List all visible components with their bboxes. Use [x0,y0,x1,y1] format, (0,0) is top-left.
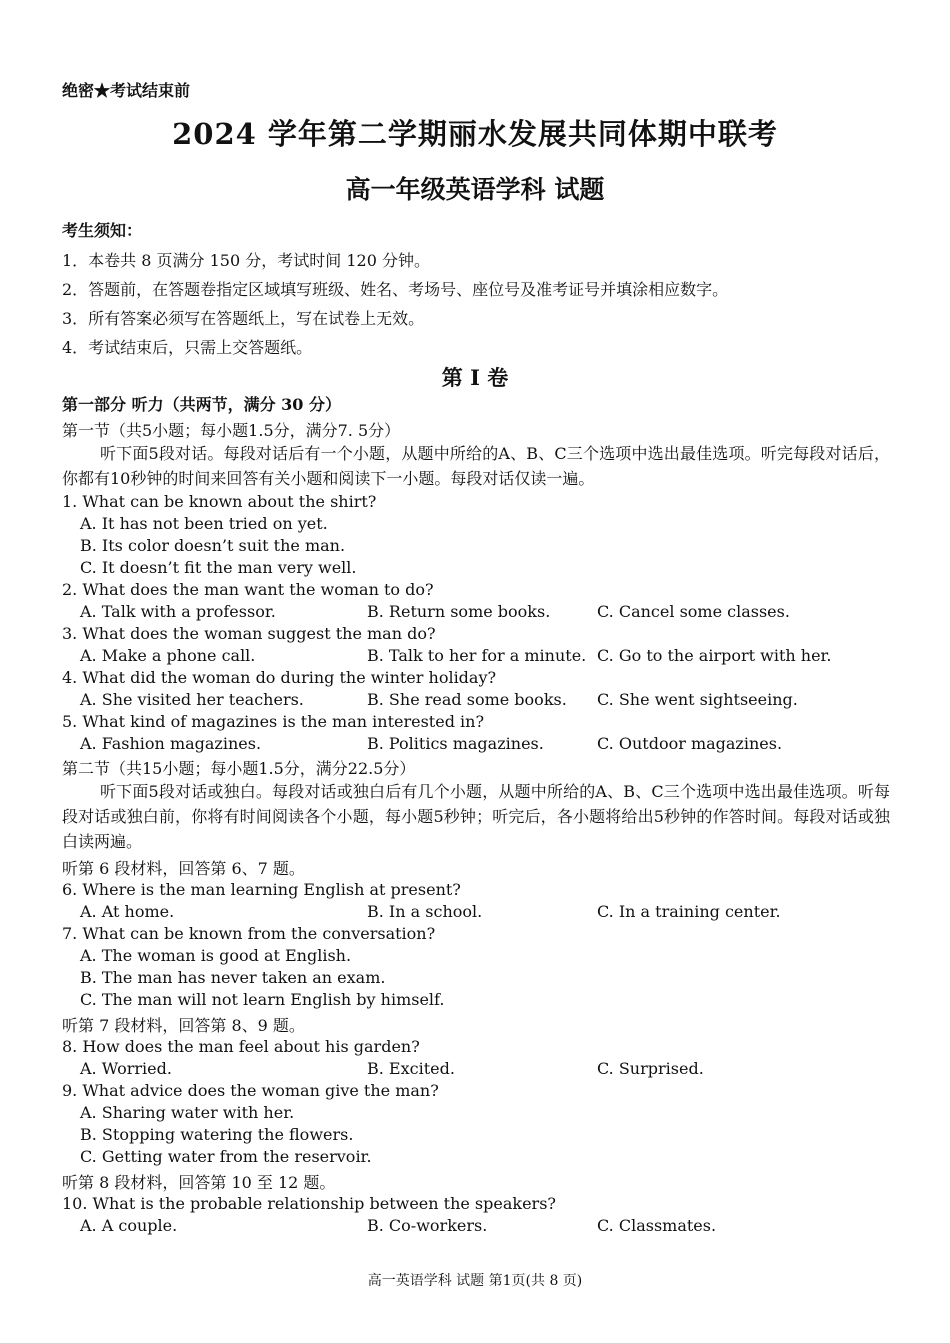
question: 8. How does the man feel about his garden? [62,1037,420,1056]
question: 10. What is the probable relationship between the speakers? [62,1194,556,1213]
notice-item: 3．所有答案必须写在答题纸上，写在试卷上无效。 [62,309,425,328]
section-instruction: 听下面5段对话或独白。每段对话或独白后有几个小题，从题中所给的A、B、C三个选项中选出最佳选项。听每段对话或独白前，你将有时间阅读各个小题，每小题5秒钟；听完后，各小题将给出5秒钟的作答时间。每段对话或独白读两遍。 [62,782,890,851]
option: A. At home. [80,902,175,921]
option: C. Getting water from the reservoir. [80,1147,372,1166]
option: B. The man has never taken an exam. [80,968,386,987]
option: A. Sharing water with her. [80,1103,295,1122]
question: 2. What does the man want the woman to do? [62,580,434,599]
question: 1. What can be known about the shirt? [62,492,377,511]
notice-item: 1．本卷共 8 页满分 150 分，考试时间 120 分钟。 [62,251,430,270]
option: B. Its color doesn’t suit the man. [80,536,346,555]
option: A. A couple. [80,1216,178,1235]
option: B. In a school. [367,902,483,921]
option: B. Excited. [367,1059,455,1078]
option: B. Stopping watering the flowers. [80,1125,354,1144]
option: B. Politics magazines. [367,734,544,753]
question: 3. What does the woman suggest the man do? [62,624,436,643]
option: A. She visited her teachers. [80,690,304,709]
option: C. The man will not learn English by himself. [80,990,445,1009]
question: 7. What can be known from the conversation? [62,924,436,943]
notice-item: 4．考试结束后，只需上交答题纸。 [62,338,313,357]
confidential-mark: 绝密★考试结束前 [62,81,191,100]
part-heading: 第一部分 听力（共两节，满分 30 分） [62,395,341,414]
exam-title: 2024 学年第二学期丽水发展共同体期中联考 [172,117,778,151]
option: C. In a training center. [597,902,781,921]
option: A. Make a phone call. [80,646,256,665]
option: C. Cancel some classes. [597,602,790,621]
option: B. Return some books. [367,602,551,621]
option: B. She read some books. [367,690,567,709]
exam-subtitle: 高一年级英语学科 试题 [345,175,605,204]
question: 6. Where is the man learning English at present? [62,880,461,899]
material-note: 听第 8 段材料，回答第 10 至 12 题。 [62,1173,336,1192]
question: 4. What did the woman do during the winter holiday? [62,668,497,687]
question: 9. What advice does the woman give the man? [62,1081,439,1100]
section-heading: 第二节（共15小题；每小题1.5分，满分22.5分） [62,759,416,778]
section-heading: 第一节（共5小题；每小题1.5分，满分7. 5分） [62,421,401,440]
material-note: 听第 7 段材料，回答第 8、9 题。 [62,1016,305,1035]
option: C. Surprised. [597,1059,704,1078]
material-note: 听第 6 段材料，回答第 6、7 题。 [62,859,305,878]
option: A. It has not been tried on yet. [80,514,328,533]
option: C. She went sightseeing. [597,690,798,709]
notice-heading: 考生须知： [62,221,143,240]
option: A. Worried. [80,1059,172,1078]
option: C. Outdoor magazines. [597,734,783,753]
option: C. It doesn’t fit the man very well. [80,558,357,577]
option: C. Go to the airport with her. [597,646,832,665]
option: B. Co-workers. [367,1216,488,1235]
page-footer: 高一英语学科 试题 第1页(共 8 页) [367,1273,583,1289]
option: A. The woman is good at English. [80,946,352,965]
option: A. Fashion magazines. [80,734,262,753]
option: C. Classmates. [597,1216,717,1235]
option: A. Talk with a professor. [80,602,276,621]
question: 5. What kind of magazines is the man interested in? [62,712,485,731]
notice-item: 2．答题前，在答题卷指定区域填写班级、姓名、考场号、座位号及准考证号并填涂相应数字。 [62,280,729,299]
volume-heading: 第 I 卷 [441,365,509,390]
option: B. Talk to her for a minute. [367,646,587,665]
section-instruction: 听下面5段对话。每段对话后有一个小题，从题中所给的A、B、C三个选项中选出最佳选项。听完每段对话后，你都有10秒钟的时间来回答有关小题和阅读下一小题。每段对话仅读一遍。 [62,444,890,488]
